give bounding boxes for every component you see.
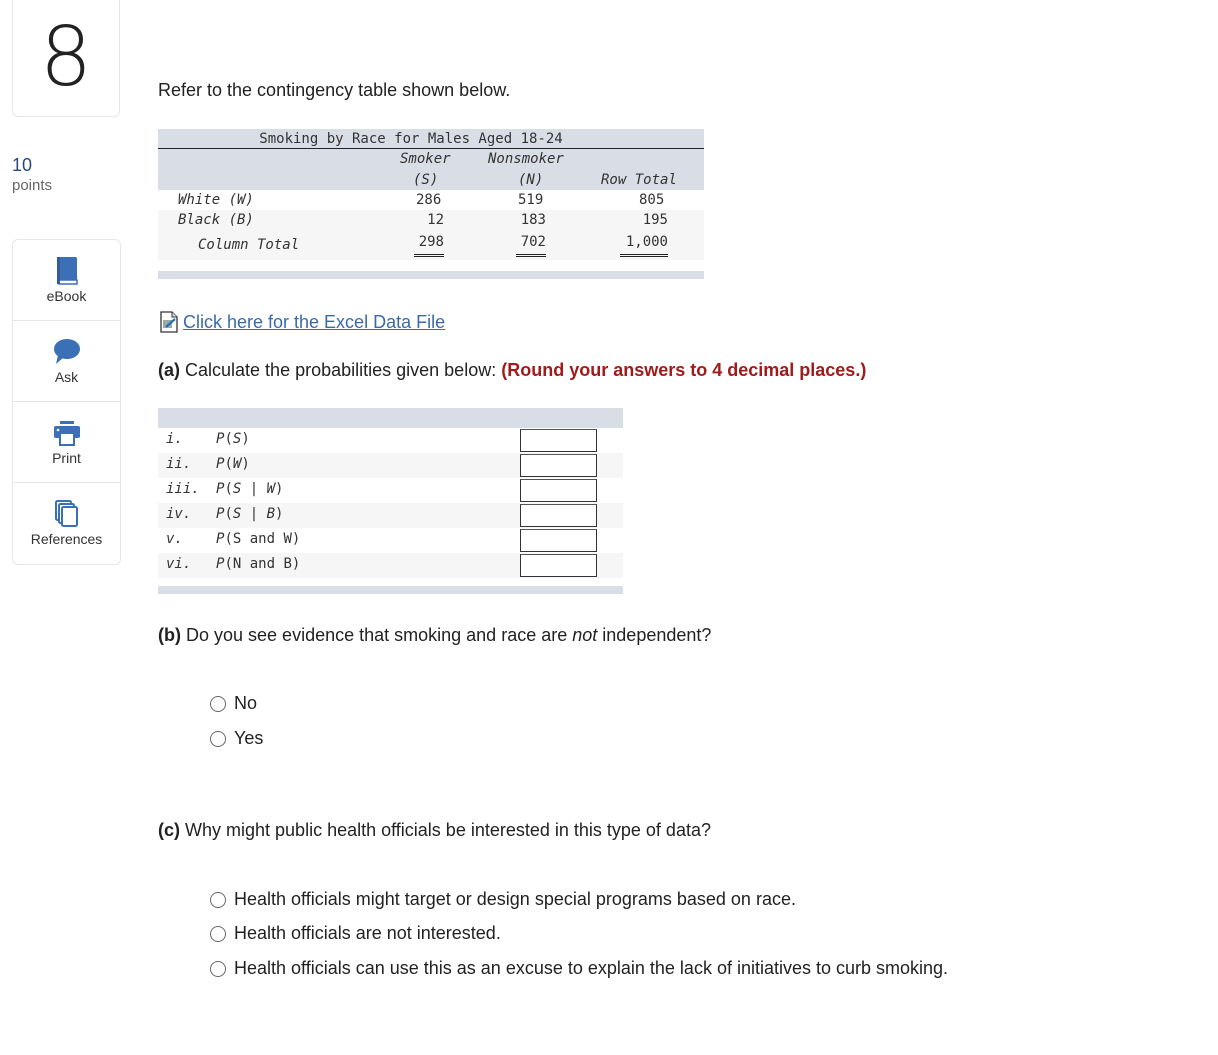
cell-grand-total: 1,000 [620,230,668,257]
radio-option-target-programs[interactable] [210,889,796,910]
probability-row [158,503,623,528]
item-number: i. [166,431,183,447]
part-b-prompt [158,625,711,646]
radio-option-no[interactable] [210,693,257,714]
part-b-text-end: independent? [602,625,712,645]
cell-total: 805 [639,192,665,208]
item-number: vi. [166,556,192,572]
probability-row [158,528,623,553]
table-row [158,190,704,210]
item-expression: P(W) [216,456,250,472]
excel-file-icon [158,311,180,333]
option-label: Yes [234,728,264,748]
ask-button[interactable] [13,321,120,402]
item-expression: P(N and B) [216,556,301,572]
radio-button[interactable] [210,696,226,712]
points-label: points [12,177,53,194]
excel-data-link[interactable] [158,311,445,333]
question-number-box [12,0,120,117]
option-label: Health officials are not interested. [234,923,501,943]
cell-nonsmoker: 519 [518,192,544,208]
references-label: References [30,531,103,547]
radio-option-excuse[interactable] [210,958,948,979]
table-row-total [158,230,704,260]
print-label: Print [52,450,81,466]
printer-icon [53,418,81,448]
ask-label: Ask [54,369,79,385]
table-footer [158,271,704,279]
option-label: Health officials can use this as an excuse to explain the lack of initiatives to curb smoking. [234,958,949,978]
points-info [12,154,52,196]
ebook-button[interactable] [13,240,120,321]
part-b-tag: (b) [158,625,181,645]
rounding-instruction: (Round your answers to 4 decimal places.) [501,360,867,380]
ebook-label: eBook [46,288,87,304]
part-c-prompt [158,820,711,841]
item-expression: P(S and W) [216,531,301,547]
probability-table-footer [158,586,623,594]
item-expression: P(S | B) [216,506,284,522]
header-smoker-abbr: (S) [413,172,439,188]
excel-link-label: Click here for the Excel Data File [183,311,446,332]
answer-input-p-s[interactable] [520,429,597,452]
row-label: Column Total [198,237,300,253]
answer-input-p-s-and-w[interactable] [520,529,597,552]
documents-icon [53,499,81,529]
references-button[interactable] [13,483,120,564]
cell-smoker: 286 [416,192,442,208]
item-number: iii. [166,481,200,497]
item-number: ii. [166,456,192,472]
intro-text: Refer to the contingency table shown below. [158,80,511,100]
cell-smoker: 12 [414,210,444,231]
tools-panel [12,239,121,565]
cell-smoker-total: 298 [414,230,444,257]
part-a-text: Calculate the probabilities given below: [185,360,497,380]
print-button[interactable] [13,402,120,483]
answer-input-p-s-given-b[interactable] [520,504,597,527]
row-label: Black (B) [178,212,254,228]
option-label: No [234,693,258,713]
table-row [158,210,704,230]
probability-row [158,478,623,503]
chat-bubble-icon [53,337,81,367]
header-nonsmoker-abbr: (N) [518,172,544,188]
item-number: v. [166,531,183,547]
part-a-tag: (a) [158,360,180,380]
cell-total: 195 [620,210,668,231]
radio-button[interactable] [210,731,226,747]
answer-input-p-n-and-b[interactable] [520,554,597,577]
radio-button[interactable] [210,892,226,908]
answer-input-p-w[interactable] [520,454,597,477]
option-label: Health officials might target or design special programs based on race. [234,889,796,909]
radio-option-yes[interactable] [210,728,263,749]
item-expression: P(S | W) [216,481,284,497]
book-icon [53,256,81,286]
table-title: Smoking by Race for Males Aged 18-24 [158,129,704,149]
contingency-table [158,129,704,279]
part-b-emphasis: not [572,625,598,645]
radio-button[interactable] [210,926,226,942]
part-c-tag: (c) [158,820,180,840]
cell-nonsmoker: 183 [516,210,546,231]
part-a-prompt [158,360,866,381]
part-c-text: Why might public health officials be interested in this type of data? [185,820,711,840]
radio-button[interactable] [210,961,226,977]
table-header [158,149,704,190]
probability-row [158,428,623,453]
row-label: White (W) [178,192,254,208]
probability-table-header [158,408,623,428]
probability-row [158,453,623,478]
part-b-text: Do you see evidence that smoking and race are [186,625,568,645]
question-number: 8 [39,9,93,105]
probability-row [158,553,623,578]
probability-table [158,408,623,594]
answer-input-p-s-given-w[interactable] [520,479,597,502]
cell-nonsmoker-total: 702 [516,230,546,257]
header-smoker: Smoker [400,151,451,167]
radio-option-not-interested[interactable] [210,923,501,944]
item-number: iv. [166,506,192,522]
item-expression: P(S) [216,431,250,447]
header-row-total: Row Total [601,172,677,188]
header-nonsmoker: Nonsmoker [488,151,564,167]
points-value: 10 [12,155,33,175]
